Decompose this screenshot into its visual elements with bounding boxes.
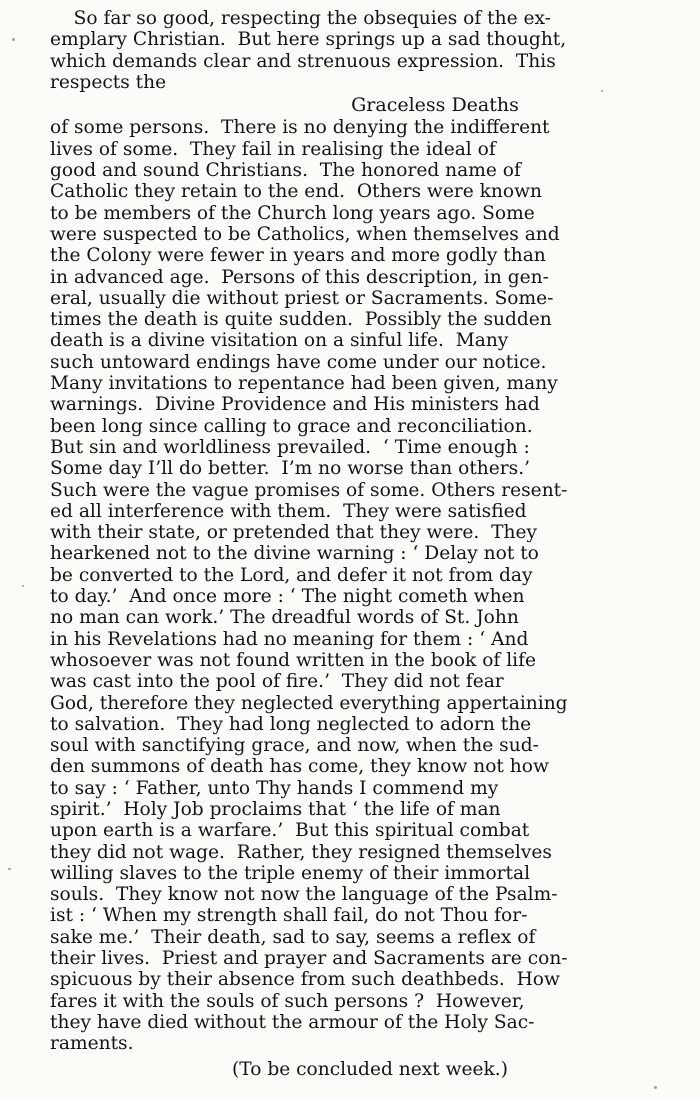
body-line: they did not wage. Rather, they resigned themselves [50,841,552,863]
body-line: upon earth is a warfare.’ But this spiritual combat [50,820,530,842]
intro-line-4: respects the [50,71,167,93]
body-line: souls. They know not now the language of the Psalm- [50,884,558,906]
body-line: Many invitations to repentance had been given, many [50,373,558,395]
body-line: ist : ‘ When my strength shall fail, do not Thou for- [50,905,528,927]
body-line: Catholic they retain to the end. Others were known [50,181,542,203]
article-column [50,8,690,1080]
continuation-note: (To be concluded next week.) [232,1058,508,1080]
body-line: whosoever was not found written in the book of life [50,649,536,671]
body-line: sake me.’ Their death, sad to say, seems a reflex of [50,926,536,948]
body-line: in his Revelations had no meaning for them : ‘ And [50,628,529,650]
body-line: eral, usually die without priest or Sacraments. Some- [50,287,554,309]
body-line: lives of some. They fail in realising the ideal of [50,138,496,160]
body-line: no man can work.’ The dreadful words of St. John [50,607,519,629]
body-line: been long since calling to grace and reconciliation. [50,415,533,437]
body-line: of some persons. There is no denying the indifferent [50,117,550,139]
body-line: raments. [50,1033,134,1055]
body-line: to be members of the Church long years ago. Some [50,202,535,224]
body-line: to say : ‘ Father, unto Thy hands I commend my [50,777,499,799]
print-speck [8,868,11,870]
body-line: times the death is quite sudden. Possibly the sudden [50,309,552,331]
body-line: Such were the vague promises of some. Others resent- [50,479,568,501]
body-line: to day.’ And once more : ‘ The night cometh when [50,586,525,608]
body-line: soul with sanctifying grace, and now, when the sud- [50,735,539,757]
print-speck [22,585,24,587]
body-line: such untoward endings have come under our notice. [50,351,547,373]
body-line: God, therefore they neglected everything appertaining [50,692,568,714]
body-line: to salvation. They had long neglected to adorn the [50,713,532,735]
body-line: spirit.’ Holy Job proclaims that ‘ the life of man [50,798,501,820]
body-line: they have died without the armour of the Holy Sac- [50,1011,535,1033]
body-line: spicuous by their absence from such deathbeds. How [50,969,560,991]
body-line: good and sound Christians. The honored name of [50,160,521,182]
body-line: Some day I’ll do better. I’m no worse than others.’ [50,458,531,480]
body-line: hearkened not to the divine warning : ‘ Delay not to [50,543,539,565]
body-line: death is a divine visitation on a sinful life. Many [50,330,509,352]
body-line: be converted to the Lord, and defer it not from day [50,564,533,586]
body-line: with their state, or pretended that they were. They [50,522,537,544]
print-speck [12,38,15,41]
print-speck [654,1086,657,1089]
intro-line-2: emplary Christian. But here springs up a sad thought, [50,29,567,51]
body-line: den summons of death has come, they know not how [50,756,549,778]
body-line: fares it with the souls of such persons ? However, [50,990,525,1012]
body-line: warnings. Divine Providence and His ministers had [50,394,540,416]
body-line: ed all interference with them. They were satisfied [50,500,527,522]
body-line: in advanced age. Persons of this description, in gen- [50,266,549,288]
print-speck [601,90,603,92]
body-line: was cast into the pool of fire.’ They did not fear [50,671,504,693]
section-heading: Graceless Deaths [351,94,519,117]
intro-line-1: So far so good, respecting the obsequies of the ex- [50,8,551,29]
body-line: willing slaves to the triple enemy of their immortal [50,862,531,884]
body-line: But sin and worldliness prevailed. ‘ Time enough : [50,436,530,458]
body-line: the Colony were fewer in years and more godly than [50,245,546,267]
body-line: their lives. Priest and prayer and Sacraments are con- [50,948,568,970]
body-line: were suspected to be Catholics, when themselves and [50,223,560,245]
intro-line-3: which demands clear and strenuous expression. This [50,50,556,72]
